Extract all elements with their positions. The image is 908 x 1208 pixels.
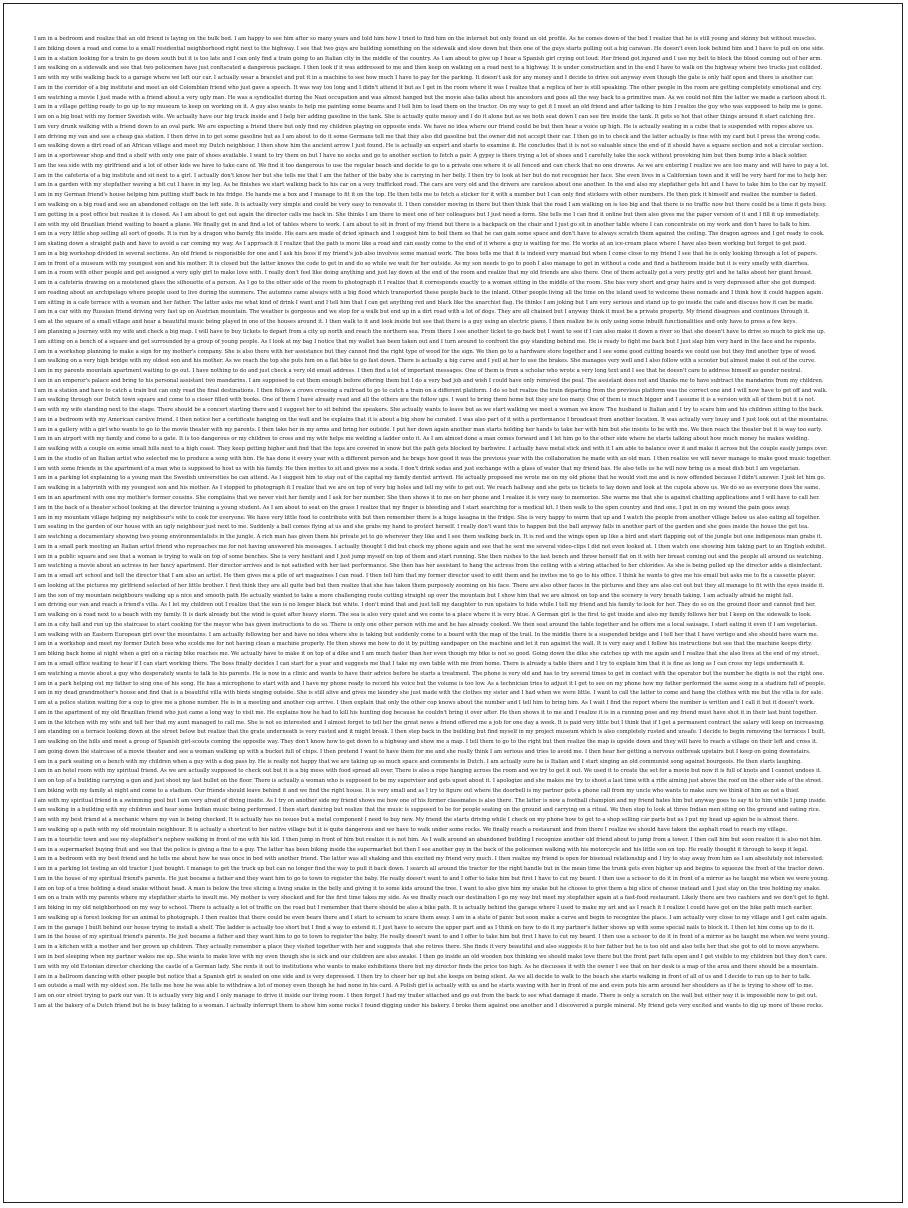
text-line: I am on our street trying to park our van. It is actually very big and I only manage to drive it inside our living room. I then forget I had my trailer attached and go out from the back to see what damage it made. There is only a scratch on the wall but either way it is impossible now to get out. bbox=[34, 993, 818, 1000]
text-line: I am in a big workshop divided in several sections. An old friend is responsible for one and I ask his boss if my friend's job also involves some manual work. The boss tells me that it is indeed very manual but when I come close to my friend I see that he is only looking through a lot of papers. bbox=[34, 250, 818, 257]
text-line: I am in a public square and see that a woman is trying to walk on top of some benches. She is very hesitant and I just jump myself on top of them and start running. She then rushes to the last bench and throw herself flat on it with her breast coming out and the people all around us watching. bbox=[34, 553, 824, 560]
text-line: I am in the cafeteria of a big institute and sit next to a girl. I actually don't know her but she tells me that I am the father of the baby she is carrying in her belly. I then try to look at her but do not recognize her face. She even lives in a Californian town and it will be very hard for me to help her. bbox=[34, 172, 828, 179]
text-line: I am in a garden with my stepfather waving a bit cut I have in my leg. As he finishes we start walking back to his car on a very trafficked road. The cars are very old and the drivers are careless about one another. In the end also my stepfather gets hit and I have to take him to the car by myself. bbox=[34, 182, 827, 189]
text-line: I am going down the staircase of a movie theater and see a woman walking up with a bucket full of chips. I then pretend I want to have them for me and she really think I am serious and tries to avoid me. I then hear her getting a nervous outbreak upstairs but I keep on going downstairs. bbox=[34, 748, 811, 755]
text-line: I am at the square of a small village and hear a beautiful music being played in one of the houses around it. I then walk to it and look inside but see that there is a guy using an electric piano. I then realize he is only using some inbuilt functionalities and only have to press a few keys. bbox=[34, 319, 797, 326]
text-line: I am biking back home at night when a girl on a racing bike reaches me. We actually have to make it on top of a dike and I am much faster than her even though my bike is not so good. Going down the dike she catches up with me again and I realize that she also lives at the end of my street. bbox=[34, 651, 820, 658]
text-line: I am watching a documentary showing two young environmentalists in the jungle. A rich man has given them his private jet to go wherever they like and I see them walking back in. It is red and the wings open up like a bird and start flapping out of the jungle but one indigenous man grabs it. bbox=[34, 534, 823, 541]
text-line: I am in a touristic town and see my stepfather's nephew walking in front of me with his kid. I then jump in front of him but realize it is not him. As I walk around an abandoned building I recognize another old friend about to jump from a tower. I then call him but soon realize it is also not him. bbox=[34, 836, 822, 843]
text-line: I am with my old Estonian director checking the castle of a German lady. She rents it out to institutions who wants to make exhibitions there but my director finds the price too high. As he discusses it with the owner I see that on her desk is a map of the area and there should be a mountain. bbox=[34, 963, 819, 970]
text-line: I am walking down a dirt road of an African village and meet my Dutch neighbour. I then show him the ancient arrow I just found. He is actually an expert and starts to examine it. He concludes that it is not so valuable since the end of it should have a square section and not a circular section. bbox=[34, 143, 824, 150]
text-line: I am walking with a couple on some small hills next to a high coast. They keep getting higher and find that the tops are covered in snow but the path gets blocked by barbwire. I actually have metal stick and with it I am able to balance over it and make it across but the couple easily jumps over. bbox=[34, 446, 828, 453]
text-line: I am in my mountain village helping my neighbour's wife to cook for everyone. We have very little food to contribute with but then remember there is a huge lasagna in the fridge. She is very happy to warm that up and I watch the people from another village below us also eating all together. bbox=[34, 514, 821, 521]
text-line: I am in a workshop planning to make a sign for my mother's company. She is also there with her assistance but they cannot find the right type of wood for the sign. We then go to a hardware store together and I see some good cutting boards we could use but they find another type of wood. bbox=[34, 348, 817, 355]
text-line: I am in a bedroom with my American cursive friend. I then notice her a certificate hanging on the wall and he explains that it is about a big show he curated. I was also part of it with a performance I broadcast from another location. It was actually very lousy and I just look out at the mountains. bbox=[34, 416, 829, 423]
text-line: I am walking through our Dutch town square and come to a closer filled with books. One of them I have already read and all the others are the follow ups. I want to bring them home but they are too many. One of them is much bigger and I assume it is a version with all of them but it is not. bbox=[34, 397, 816, 404]
document-body bbox=[34, 35, 879, 1200]
text-line: I am in the kitchen with my wife and tell her that my aunt managed to call me. She is not so interested and I almost forget to tell her the great news a friend offered me a job for one day a week. It is paid very little but I think that if I get a permanent contract the salary will keep on increasing. bbox=[34, 719, 825, 726]
text-line: I am driving my van and see a cheap gas station. I then drive in to get some gasoline but as I am about to do it some Germans tell me that they also did gasoline but the owner did not accept their car. I then go in to check and the latter actually is fine with my card but I press the wrong code. bbox=[34, 133, 821, 140]
text-line: I am in a city hall and run up the staircase to start cooking for the mayor who has given instructions to do so. There is only one other person with me and he has already cooked. We then seat around the table together and he offers me a local sausage. I start eating it even if I am vegetarian. bbox=[34, 621, 818, 628]
text-line: I am in an airport with my family and come to a gate. It is too dangerous or my children to cross and my wife helps me welding a ladder onto it. As I am almost done a man comes forward and I let him go to the other side where he starts talking about how much money he makes welding. bbox=[34, 436, 810, 443]
text-line: I am with my best friend at a mechanic where my van is being checked. It is actually has no issues but a metal component I need to buy new. My friend the starts driving while I check on my phone how to get to a shop selling car parts but as I put my head up again he is almost there. bbox=[34, 817, 799, 824]
text-line: I am biking in my old neighborhood on my way to school. There is actually a lot of traffic on the road but I remember that there should be also a bike path. It is actually behind the garage where I used to make my art and as I reach it I realize I could have got on the bike path much earlier. bbox=[34, 905, 813, 912]
text-line: I am in a station and have to catch a train but can only read the final destinations. I then follow a crows crossing a railroad to go to catch a train on a different platform. I do so but realize the train departing from the previous platform was the correct one and I will now have to get off and walk. bbox=[34, 387, 828, 394]
text-line: I am getting in a post office but realize it is closed. As I am about to get out again the director calls me back in. She thinks I am there to meet one of her colleagues but I just need a form. She tells me I can find it online but then also gives me the paper version of it and I fill it up immediately. bbox=[34, 211, 820, 218]
text-line: I am on a big boat with my former Swedish wife. We actually have our big truck inside and I help her adding gasoline in the tank. She is actually quite messy and I do it alone but as we both seat down I can see fire inside the tank. It gets so hot that other things around it start catching fire. bbox=[34, 114, 816, 121]
text-line: I am in an emperor's palace and bring to his personal assistant two mandarins. I am supposed to cut them enough before offering them but I do a very bad job and wish I could have only removed the peal. The assistant does not and thanks me to have subtract the mandarins from my children. bbox=[34, 377, 824, 384]
text-line: I am with my spiritual friend in a swimming pool but I am very afraid of diving inside. As I try on another side my friend shows me how one of his former classmates is also there. The latter is now a football champion and my friend hates him but anyway goes to say hi to him while I jump inside. bbox=[34, 797, 827, 804]
text-line: I am in the garage I built behind our house trying to install a shelf. The ladder is actually too short but I find a way to extend it. I just have to secure the upper part and as I think on how to do it my partner's father shows up with some special nails to block it. I then let him come up to do it. bbox=[34, 924, 815, 931]
text-line: I am in a cafeteria drawing on a moistened glass the silhouette of a person. As I go to the other side of the room to photograph it I realize that it corresponds exactly to a woman sitting in the middle of the room. She has very short and gray hairs and is very depressed after she got dumped. bbox=[34, 280, 816, 287]
text-line: I am in a gallery with a girl who wants to go to the movie theater with my parents. I then take her in my arms and bring her outside. I put her down again another man starts holding her hands to take her with him but she insists to be with me. We then reach the theater but it is way too early. bbox=[34, 426, 823, 433]
text-line: I am in a supermarket buying fruit and see that the police is giving a fine to a guy. The latter has been biking inside the supermarket but then I see another guy in the back of the policemen walking with his motorcycle and his little son on top. He really thought it through to keep it legal. bbox=[34, 846, 808, 853]
text-line: I am walking on a big road and see an abandoned cottage on the left side. It is actually very simple and could be very easy to renovate it. I then consider moving in there but then think that the road I am walking on is too big and that there is no traffic now but there could be a time it gets busy. bbox=[34, 202, 827, 209]
text-line: I am planning a journey with my wife and check a big map. I will have to buy tickets to depart from a city up north and reach the northern sea. From there I see another ticket to go back but I want to see if I can also make it down a river so that she doesn't have to drive so much to pick me up. bbox=[34, 328, 826, 335]
text-line: I am in a workshop and meet my former Dutch boss who scolds me for not having clean a machine properly. He then shows me how to do it by putting sandpaper on the machine and let it run against the wall. It is very easy and I follow his instructions but see that the machine keeps dirty. bbox=[34, 641, 813, 648]
text-line: I am with my wife standing next to the stage. There should be a concert starting there and I suggest her to sit behind the speakers. She actually wants to leave but as we start walking we meet a woman we know. The husband is Italian and I try to scare him and his children sitting to the back. bbox=[34, 407, 824, 414]
text-line: I am in the house of my spiritual friend's parents. He just became a father and they want him to go to town to register the baby. He really doesn't want to and I offer to take him but first I have to cut my beard. I then use a scissor to do it in front of a mirror as he taught me when we were young. bbox=[34, 875, 829, 882]
text-line: I am biking with my family at night and come to a stadium. Our friends should leave behind it and we find the right house. It is very small and as I try to figure out where the doorbell is my partner gets a phone call from my uncle who wants to make sure we think of him as not a thief. bbox=[34, 787, 800, 794]
text-line: I am in a station looking for a train to go down south but it is too late and I can only find a train going to an Italian city in the middle of the country. As I am about to give up I hear a Spanish girl crying out loud. Her friend got injured and I use my belt to block the blood coming out of her arm. bbox=[34, 55, 823, 62]
text-line: I am in the studio of an Italian artist who selected me to produce a song with him. He has done it every year with a different person and he brags how good it was the previous year with the collaboration he made with an old man. I then realize we will never manage to make good music together. bbox=[34, 455, 831, 462]
text-line: I am in the corridor of a big institute and meet an old Colombian friend who just gave a speech. It was way too long and I didn't attend it but as I get in the room where it was I realize that a replica of her is still speaking. The other people in the room are getting completely emotional and cry. bbox=[34, 84, 822, 91]
text-line: I am in a park helping out my father to sing one of his song. He has a microphone to start with and I have my phone ready to record his voice but the volume is too low. As a technician tries to adjust it I get to see on my phone how my father performed the same song in a stadium full of people. bbox=[34, 680, 826, 687]
text-line: I am reading about an archipelago where people used to live during the summers. The autumns came always with a big flood which transported these people back to the inland. Other people living all the time on the island used to welcome these nomads and I think how it could happen again. bbox=[34, 289, 824, 296]
text-line: I am walking on a very high bridge with my oldest son and his mother. As we reach the top she puts him on a flat bike to go fast down. There is actually a big curve and I yell at her to use the brakes. She manages very well and I also follow with a scooter but almost make it out of the curve. bbox=[34, 358, 816, 365]
text-line: I am in a car with my Russian friend driving very fast up on Austrian mountain. The weather is gorgeous and we stop for a walk but end up in a dirt road with a lot of dogs. They are all chained but I anyway think it must be a private property. My friend disagrees and continues through it. bbox=[34, 309, 810, 316]
text-line: I am watching a movie about a guy who desperately wants to talk to his parents. He is now in a clinic and wants to have their advice before he starts a treatment. The phone is very old and has to try several times to get in contact with the operator but the number he digits is not the right one. bbox=[34, 670, 825, 677]
text-line: I am standing on a terrace looking down at the street below but realize that the grate underneath is very rusted and it might break. I then step back in the building but find myself in my project museum which is also completely rusted and unsafe. I decide to begin removing the terraces I built. bbox=[34, 729, 826, 736]
text-line: I am in a kitchen with a mother and her grown up children. They actually remember a place they visited together with her and suggests that she retires there. She finds it very beautiful and also suggests it to her father but he is too old and also tells her that she got to old to move anywhere. bbox=[34, 944, 820, 951]
text-line: I am looking at the pictures my girlfriend selected of her little brother. I first think they are all quite bad but then realize that she has taken them purposely zooming on his face. There are also other faces in the pictures and they are also cut out but they all manage to fit with the eyes inside it. bbox=[34, 582, 825, 589]
text-line: I am in my German friend's house helping him putting stuff back in his fridge. He hands me a box and I manage to fit it on the top. He then tells me to fetch a sticker for it with a number but I can only find stickers with other numbers. He then pick it himself and realize the number is faded. bbox=[34, 192, 817, 199]
text-line: I am in my parents mountain apartment waiting to go out. I have nothing to do and just check a very old email address. I then find a lot of important messages. One of them is from a scholar who wrote a very long text and I see that he doesn't care to address himself as gender neutral. bbox=[34, 368, 803, 375]
text-line: I am in a parking lot explaining to a young man the Swedish universities he can attend. As I suggest him to stay out of the capital my family dentist arrived. He actually proposed me wrote me on my old phone that he would visit me and is now offended because I didn't answer. I just let him go. bbox=[34, 475, 826, 482]
text-line: I am sitting in a cafe terrace with a woman and her father. The latter asks me what kind of drink I want and I tell him that I can get anything red and black like the anarchist flag. He thinks I am joking but I am very serious and stand up to go inside the cafe and discuss how it can be made. bbox=[34, 299, 814, 306]
text-line: I am in a bedroom with my best friend and he tells me about how he was once in bed with another friend. The latter was all shaking and this excited my friend very much. I then realize my friend is open for bisexual relationship and I try to stay away from him as I am absolutely not interested. bbox=[34, 856, 824, 863]
text-line: I am in a small park meeting an Italian artist friend who reproaches me for not having answered his messages. I actually thought I did but check my phone again and see that he sent me several video-clips I did not even looked at. I then watch one showing him taking part to an English exhibit. bbox=[34, 543, 827, 550]
text-line: I am in a sportswear shop and find a shelf with only one pair of shoes available. I want to try them on but I have no socks and go to another section to fetch a pair. A gypsy is there trying a lot of shoes and I carefully take the sock without provoking him but then bump into a black soldier. bbox=[34, 153, 808, 160]
text-line: I am in a ballroom dancing with other people but notice that a Spanish girl is seated on one side and is very depressed. I then try to cheer her up but she keeps on being silent. As we all decide to walk to the beach she starts walking in front of all of us and I decide to run up to her to talk. bbox=[34, 973, 811, 980]
text-line: I am in an apartment with one my mother's former cousins. She complains that we never visit her family and I ask for her number. She then shows it to me on her phone and I realize it is very easy to memorize. She warns me that she is against chatting applications and I will have to call her. bbox=[34, 494, 820, 501]
text-line: I am walking up a forest looking for an animal to photograph. I then realize that there could be even bears there and I start to scream to scare them away. I am in a state of panic but soon make a curve and begin to recognize the place. I am actually very close to my village and I get calm again. bbox=[34, 914, 828, 921]
text-line: I am in a room with other people and get assigned a very ugly girl to make love with. I really don't feel like doing anything and just lay down at the end of the room and realize that my old friends are also there. One of them actually got a very pretty girl and he talks about her giant breast. bbox=[34, 270, 813, 277]
text-line: I am on top of a tree holding a dead snake without head. A man is below the tree slicing a living snake in the belly and giving it to some kids around the tree. I want to also give him my snake but he choose to give them a big slice of cheese instead and I just stay on the tree holding my snake. bbox=[34, 885, 821, 892]
text-line: I am skating down a straight path and have to avoid a car coming my way. As I approach it I realize that the path is more like a road and can easily come to the end of it where a guy is waiting for me. He works at an ice-cream place where I have also been working but forgot to get paid. bbox=[34, 241, 807, 248]
text-line: I am walking with an Eastern European girl over the mountains. I am actually following her and have no idea where she is taking but suddenly come to a board with the map of the trail. In the middle there is a suspended bridge and I tell her that I have vertigo and she should have warn me. bbox=[34, 631, 819, 638]
text-line: I am with some friends in the apartment of a man who is supposed to host us with his family. He then invites to sit and gives me a soda. I don't drink sodas and just exchange with a glass of water that my friend has. He also tells us he will now bring us a meat dish but I am vegetarian. bbox=[34, 465, 801, 472]
text-line: I am in the back of a theater school looking at the director training a young student. As I am about to seat on the grass I realize that my finger is bleeding and I start searching for a medical kit. I then walk to the open country and find one. I put in on my wound the pain goes away. bbox=[34, 504, 791, 511]
text-line: I am walking on the hills and meet a group of Spanish girl-scouts coming the opposite way. They don't know how to get down to a highway and show me a map. I tell them to go to the right but then realize the map is upside down and they will have to reach a village on their left and cross it. bbox=[34, 739, 818, 746]
page-frame bbox=[3, 3, 903, 1203]
text-line: I am walking on a road next to a beach with my family. It is dark already but the wind is quiet after heavy storm. The sea is also very quiet and we come to a place where it is very blue. A German girl is the first to get inside and also my family follows her but I keep on the sidewalk to look. bbox=[34, 612, 812, 619]
text-line: I am in a small art school and tell the director that I am also an artist. He then gives me a pile of art magazines I can read. I then tell him that my former director used to edit them and he invites me to go to his office. I think he wants to give me his email but asks me to fix a cassette player. bbox=[34, 573, 816, 580]
text-line: I am watching a movie about an actress in her fancy apartment. Her director arrives and is not satisfied with her last performance. She then has her assistant to hang the actress from the ceiling with a string attached to her chlorides. As she is being pulled up the director adds a disinfectant. bbox=[34, 563, 823, 570]
text-line: I am at the bakery of a Dutch friend but he is busy talking to a woman. I actually interrupt them to show him some rocks I found digging under his bakery. I broke them against one another and I discovered a purple mineral. My friend gets very excited and wants to dig up more of these rocks. bbox=[34, 1002, 824, 1009]
text-line: I am sitting on a bench of a square and get surrounded by a group of young people. As I look at my bag I notice that my wallet has been taken out and I turn around to confront the guy standing behind me. He is ready to fight me back but I just slap him very hard in the face and he repents. bbox=[34, 338, 817, 345]
text-line: I am walking in a labyrinth with my youngest son and his mother. As I stopped to photograph it I realize that we are on top of very big holes and tell my wife to get out. We reach hallway and she gets us tickets to lay down and look at the cupola above us. We do so as everyone does the same. bbox=[34, 485, 821, 492]
text-line: I am walking on a sidewalk and see that two policemen have just confiscated a dangerous package. I then look if it was addressed to me and then keep on walking on a road next to a highway. It is under construction and in the end I have to walk on the highway where two trucks just collided. bbox=[34, 65, 823, 72]
text-line: I am in a parking lot testing an old tractor I just bought. I manage to get the truck up but can no longer find the way to pull it back down. I search all around the tractor for the right handle but in the mean time the trunk gets even higher up and begins to squeeze the front of the tractor down. bbox=[34, 866, 825, 873]
text-line: I am in the house of my spiritual friend's parents. He just became a father and they want him to go to town to register the baby. He really doesn't want to and I offer to take him but first I have to cut my beard. I then use a scissor to do it in front of a mirror as he taught me when we were young. bbox=[34, 934, 829, 941]
text-line: I am with my old Brazilian friend waiting to board a plane. We finally get in and find a lot of tables where to work. I am about to sit in front of my friend but there is a backpack on the chair and I just go sit in another table where I can concentrate on my work and don't have to talk to him. bbox=[34, 221, 811, 228]
text-line: I am in a village getting ready to go up to my museum to keep on working on it. A guy also wants to help me painting some beams and I tell him to load them on the tractor. On my way to get it I meet an old friend and after talking to him I realize the guy who was supposed to help me is gone. bbox=[34, 104, 823, 111]
text-line: I am very drunk walking with a friend down to an oval park. We are expecting a friend there but only find my children playing on opposite ends. We have no idea where our friend could be but then hear a voice up high. He is actually seating in a cube that is suspended with ropes above us. bbox=[34, 123, 814, 130]
text-line: I am driving our van and reach a friend's villa. As I let my children out I realize that the sun is no longer black but white. I don't mind that and just tell my daughter to run upstairs to hide while I tell my friend and his family to look for her. They do so on the ground floor and cannot find her. bbox=[34, 602, 816, 609]
text-line: I am at a police station waiting for a cop to give me a phone number. He is in a meeting and another cop arrive. I then explain that only the other cop knows about the number and I tell him to bring him. As I wait I find the report where the number is written and I call it but it doesn't work. bbox=[34, 700, 815, 707]
text-line: I am in front of a museum with my youngest son and his mother. It is closed but the latter knows the code to get in and do so while we wait for her outside. As my son needs to go to pooh I also manage to get in without a code and find a bathroom inside but it is very smelly with diarrhea. bbox=[34, 260, 809, 267]
text-line: I am walking in a building with my children and hear some Indian music being performed. I then start dancing but realize that the music is supposed to be for people seating on the ground and carrying on a ritual. We then stop to look at three Indian men siting on the ground and eating rice. bbox=[34, 807, 821, 814]
text-line: I am outside a mall with my oldest son. He tells me how he was able to withdraw a lot of money even though he had none in his card. A Polish girl is actually with us and he starts waving with her in front of me and even puts his arm around her shoulders as if he is trying to show off to me. bbox=[34, 983, 814, 990]
text-line: I am seating in the garden of our house with an ugly neighbour just next to me. Suddenly a ball comes flying at us and she grabs my hand to protect herself. I really don't want this to happen but the ball anyway falls in another part of the garden and she goes inside the house the get tea. bbox=[34, 524, 809, 531]
text-line: I am in a very little shop selling all sort of goods. It is run by a dragon who barely fits inside. His ears are made of dried spinach and I suggest him to boil them so that he can gain some space and don't have to always scratch them against the ceiling. The dragon agrees and I get ready to cook. bbox=[34, 231, 825, 238]
text-line: I am in bed sleeping when my partner wakes me up. She wants to make love with my even though she is sick and our children are also awake. I then go inside an old wooden box thinking we should make love there but the front part falls open and I get visible to my children but they don't care. bbox=[34, 953, 828, 960]
text-line: I am the sea side with my girlfriend and a lot of other kids we have to take care of. We find it too dangerous to use the regular beach and decide to go to a private one where it is all fenced and can check that no one drowns. As we are entering I realize we are too many and will have to pay a lot. bbox=[34, 162, 829, 169]
text-line: I am in my dead grandmother's house and find that is a beautiful villa with birds singing outside. She is still alive and gives me laundry she just made with the clothes my sister and I had when we were little. I want to call the latter to come and hang the clothes with me but the villa is for sale. bbox=[34, 690, 824, 697]
text-line: I am biking down a road and come to a small residential neighborhood right next to the highway. I see that two guys are building something on the sidewalk and slow down but then one of the guys starts pulling out a big caravan. He doesn't even look behind him and I have to pull on one side. bbox=[34, 45, 825, 52]
text-line: I am watching a movie I just made with a friend about a very ugly man. He was a syndicalist during the Nazi occupation and was almost hanged but the movie also talks about his ancestors and goes all the way back to a primitive man. As we could not film the latter we made a cartoon about it. bbox=[34, 94, 827, 101]
text-line: I am in a small office waiting to hear if I can start working there. The boss finally decides I can start for a year and suggests me that I take my own table with me from home. There is already a table there and I try to explain him that it is fine as long as I can cross my legs underneath it. bbox=[34, 661, 805, 667]
text-line: I am in a park seating on a bench with my children when a guy with a dog pass by. He is really not happy that we are taking up so much space and comments in Dutch. I am actually sure he is Italian and I start singing an old communist song against bourgeois. He then starts laughing. bbox=[34, 758, 802, 765]
text-line: I am in a bedroom and realize that an old friend is laying on the bulk bed. I am happy to see him after so many years and told him how I tried to find him on the internet but only found an old profile. As he comes down of the bed I realize that he is still young and skinny but without muscles. bbox=[34, 36, 817, 42]
text-line: I am on top of a building carrying a gun and just shoot my last bullet on the floor. There is actually a woman who is supposed to be my supervisor and gets upset about it. I apologize and she makes me try to shoot a last time with a rifle aiming just above the roof on the other side of the street. bbox=[34, 778, 823, 785]
text-line: I am on a train with my parents where my stepfather starts to insult me. My mother is very shocked and for the first time takes my side. As we finally reach our destination I go my way but meet my stepfather again at a fast-food restaurant. Likely there are two cashiers and we don't get to fight. bbox=[34, 895, 830, 902]
text-line: I am the son of my mountain neighbours walking up a nice and smooth path He actually wanted to take a more challenging route cutting straight up over the mountain but I show him that we are almost on top and the scenery is very breath taking. I am actually afraid he might fall. bbox=[34, 592, 794, 599]
text-line: I am in the apartment of my old Brazilian friend who just came a long way to visit me. He explains how he had to kill his hunting dog because he couldn't bring it over after. He then shows it to me and I realize it is in a running pose and my friend must have shot it in their last hunt together. bbox=[34, 709, 818, 716]
text-line: I am with my wife walking back to a garage where we left our car. I actually wear a bracelet and put it in a machine to see how much I have to pay for the parking. It doesn't ask for any money and I decide to drive out anyway even though the gate is only half open and there is another car. bbox=[34, 75, 814, 82]
text-line: I am walking up a path with my old mountain neighbour. It is actually a shortcut to her native village but it is quite dangerous and we have to walk under some rocks. We finally reach a restaurant and from there I realize we should have taken the asphalt road to reach my village. bbox=[34, 827, 788, 834]
text-line: I am in an hotel room with my spiritual friend. As we are actually supposed to check out but it is a big mess with food spread all over. There is also a rope hanging across the room and we try to get it out. We used it to create the set for a movie but now it is full of knots and I cannot undoes it. bbox=[34, 768, 822, 775]
